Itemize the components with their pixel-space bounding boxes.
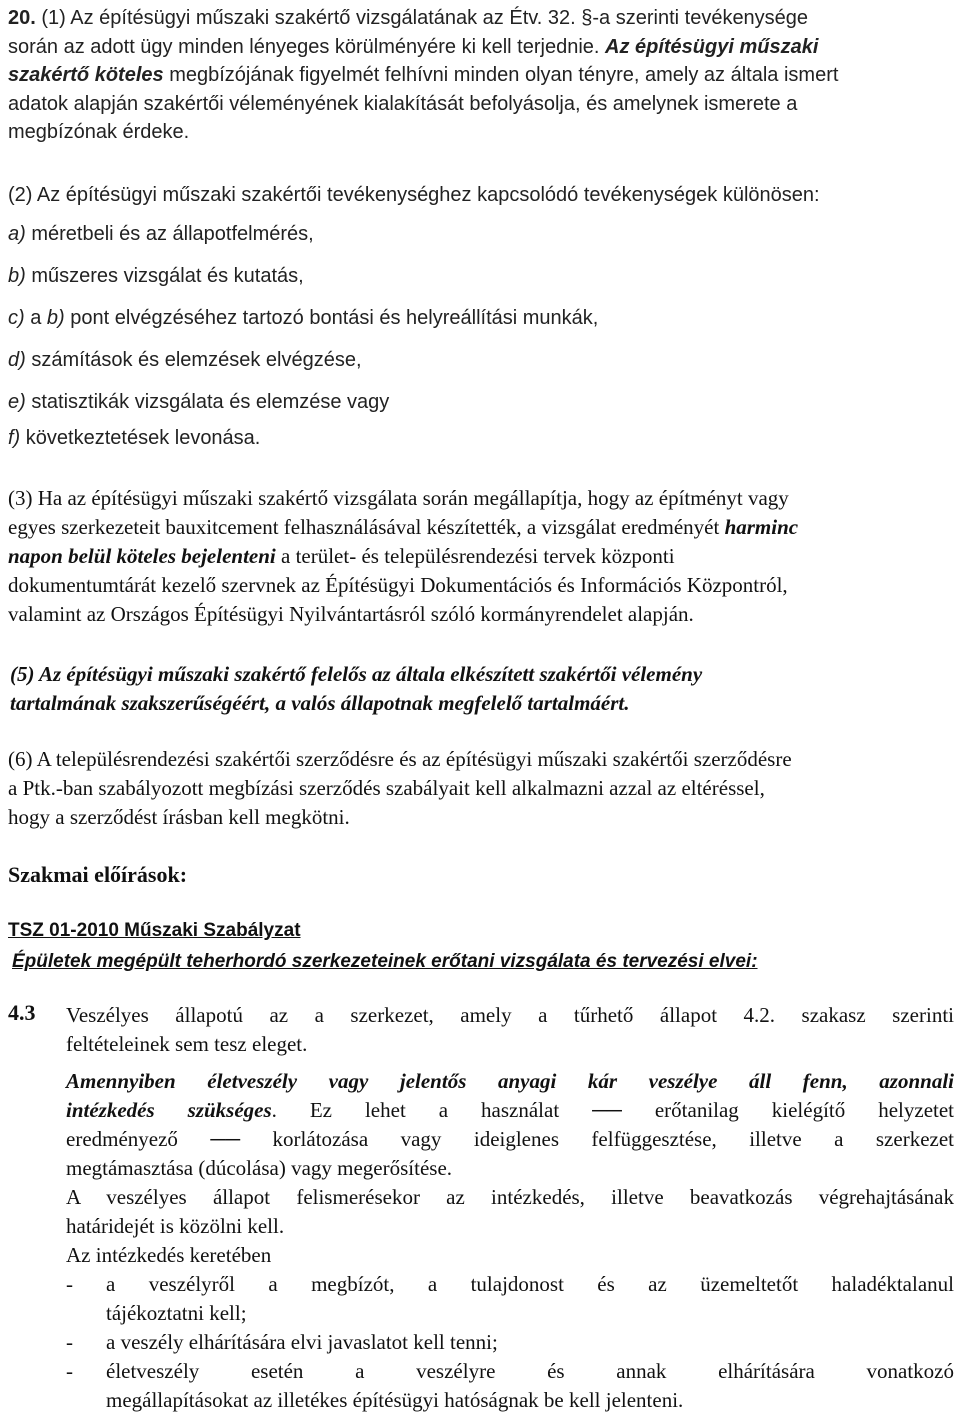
dash-item-2 <box>66 1328 954 1357</box>
list-text: pont elvégzéséhez tartozó bontási és helyreállítási munkák, <box>70 307 599 329</box>
list-text: számítások és elemzések elvégzése, <box>31 349 362 371</box>
paragraph-2 <box>8 181 952 223</box>
list-marker: b) <box>8 265 26 287</box>
dash-item-text <box>106 1270 954 1299</box>
section-4-3-number: 4.3 <box>8 1000 36 1025</box>
paragraph-3-line-4: dokumentumtárát kezelő szervnek az Építésügyi Dokumentációs és Információs Központról, <box>8 573 788 597</box>
paragraph-3-line-1: (3) Ha az építésügyi műszaki szakértő vizsgálata során megállapítja, hogy az építményt vagy <box>8 486 789 510</box>
list-marker: f) <box>8 427 21 449</box>
emphasis: harminc <box>724 515 799 539</box>
paragraph-6 <box>8 745 952 832</box>
text: megbízójának figyelmét felhívni minden olyan tényre, amely az általa ismert <box>169 64 839 86</box>
paragraph-5-line-2: tartalmának szakszerűségéért, a valós állapotnak megfelelő tartalmáért. <box>10 691 630 715</box>
paragraph-5 <box>10 660 954 718</box>
section-4-3-line-7: A veszélyes állapot felismerésekor az intézkedés, illetve beavatkozás végrehajtásának <box>66 1185 954 1209</box>
list-text: statisztikák vizsgálata és elemzése vagy <box>31 391 390 413</box>
list-marker: c) <box>8 307 25 329</box>
list-text: a <box>30 307 42 329</box>
list-item-c <box>8 307 598 330</box>
list-marker: a) <box>8 223 26 245</box>
dash-marker: - <box>66 1359 73 1383</box>
section-4-3-line-2: feltételeinek sem tesz eleget. <box>66 1032 308 1056</box>
dash-item-1-cont: tájékoztatni kell; <box>106 1301 247 1325</box>
dash-item-3 <box>66 1357 954 1386</box>
text: során az adott ügy minden lényeges körülményére ki kell terjednie. <box>8 35 600 58</box>
list-marker: d) <box>8 349 26 371</box>
paragraph-3-line-2 <box>8 513 952 542</box>
paragraph-2-intro: (2) Az építésügyi műszaki szakértői tevékenységhez kapcsolódó tevékenységek különösen: <box>8 184 820 206</box>
section-4-3-line-4 <box>66 1096 954 1125</box>
text: életveszély esetén a veszélyre és annak elhárítására vonatkozó <box>106 1359 954 1383</box>
section-20 <box>8 4 952 147</box>
dash-item-text: a veszély elhárítására elvi javaslatot kell tenni; <box>106 1330 498 1354</box>
list-marker: b) <box>46 307 65 329</box>
section-20-line-5: megbízónak érdeke. <box>8 121 190 143</box>
paragraph-6-line-3: hogy a szerződést írásban kell megkötni. <box>8 805 350 829</box>
text: §-a szerinti tevékenysége <box>581 7 809 29</box>
tsz-subtitle: Épületek megépült teherhordó szerkezeteinek erőtani vizsgálata és tervezési elvei: <box>12 951 758 972</box>
section-20-line-4: adatok alapján szakértői véleményének kialakítását befolyásolja, és amelynek ismerete a <box>8 92 798 115</box>
dash-item-3-cont: megállapításokat az illetékes építésügyi hatóságnak be kell jelenteni. <box>106 1388 684 1412</box>
text: . Ez lehet a használat ── erőtanilag kielégítő helyzetet <box>271 1098 954 1122</box>
list-item-e <box>8 391 389 414</box>
emphasis: intézkedés szükséges <box>66 1098 272 1122</box>
dash-item-text <box>106 1357 954 1386</box>
emphasis: Az építésügyi műszaki <box>605 35 819 58</box>
list-item-b <box>8 265 304 288</box>
section-4-3-line-3: Amennyiben életveszély vagy jelentős anyagi kár veszélye áll fenn, azonnali <box>66 1069 954 1093</box>
text: (1) Az építésügyi műszaki szakértő vizsgálatának az Étv. 32. <box>41 7 576 29</box>
list-marker: e) <box>8 391 26 413</box>
section-4-3-line-9: Az intézkedés keretében <box>66 1243 272 1267</box>
paragraph-3-line-5: valamint az Országos Építésügyi Nyilvántartásról szóló kormányrendelet alapján. <box>8 602 694 626</box>
paragraph-6-line-1: (6) A településrendezési szakértői szerződésre és az építésügyi műszaki szakértői szerződésre <box>8 747 792 771</box>
heading-szakmai: Szakmai előírások: <box>8 862 188 887</box>
paragraph-5-line-1: (5) Az építésügyi műszaki szakértő felelős az általa elkészített szakértői vélemény <box>10 662 703 686</box>
paragraph-3-line-3 <box>8 542 952 571</box>
emphasis: napon belül köteles bejelenteni <box>8 544 276 568</box>
section-number: 20. <box>8 7 36 29</box>
section-20-line-1 <box>8 4 952 33</box>
text: a veszélyről a megbízót, a tulajdonost és az üzemeltetőt haladéktalanul <box>106 1272 954 1296</box>
list-text: műszeres vizsgálat és kutatás, <box>31 265 304 287</box>
dash-marker: - <box>66 1330 73 1354</box>
emphasis: szakértő köteles <box>8 64 164 86</box>
paragraph-6-line-2: a Ptk.-ban szabályozott megbízási szerződés szabályait kell alkalmazni azzal az eltéréssel, <box>8 776 765 800</box>
tsz-title: TSZ 01-2010 Műszaki Szabályzat <box>8 920 301 941</box>
section-20-line-2 <box>8 33 952 62</box>
dash-item-1 <box>66 1270 954 1299</box>
list-item-f <box>8 427 260 450</box>
list-item-d <box>8 349 362 372</box>
section-4-3-line-6: megtámasztása (dúcolása) vagy megerősítése. <box>66 1156 453 1180</box>
paragraph-3 <box>8 484 952 629</box>
section-4-3-line-5: eredményező ── korlátozása vagy ideiglenes felfüggesztése, illetve a szerkezet <box>66 1127 954 1151</box>
text: a terület- és településrendezési tervek központi <box>281 544 675 568</box>
dash-marker: - <box>66 1272 73 1296</box>
section-20-line-3 <box>8 61 952 90</box>
section-4-3-line-8: határidejét is közölni kell. <box>66 1214 285 1238</box>
list-text: méretbeli és az állapotfelmérés, <box>31 223 314 245</box>
section-4-3-line-1: Veszélyes állapotú az a szerkezet, amely a tűrhető állapot 4.2. szakasz szerinti <box>66 1003 954 1027</box>
section-4-3 <box>66 1001 954 1415</box>
list-text: következtetések levonása. <box>25 427 261 449</box>
text: egyes szerkezeteit bauxitcement felhasználásával készítették, a vizsgálat eredményét <box>8 515 720 539</box>
list-item-a <box>8 223 314 246</box>
